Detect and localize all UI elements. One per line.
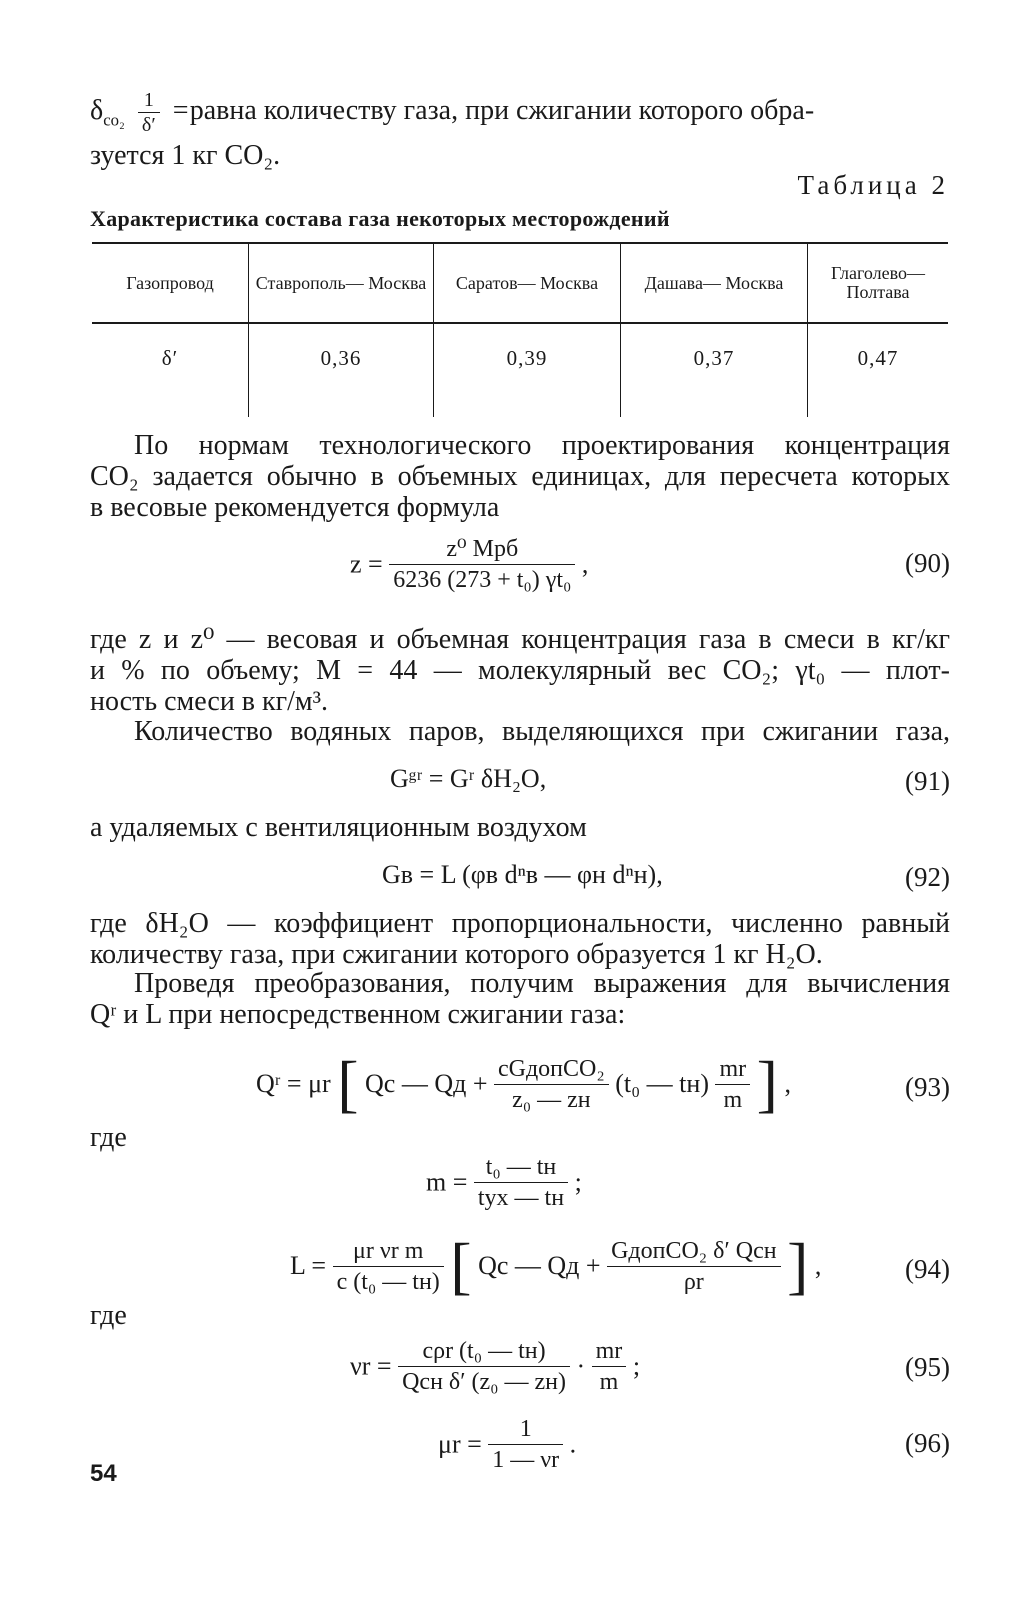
eq-tail: , xyxy=(814,1251,822,1280)
table-row xyxy=(92,323,948,417)
eq-numerator: t₀ — tн xyxy=(474,1152,568,1183)
equation-number: (92) xyxy=(905,862,950,892)
eq-numerator: cρr (t₀ — tн) xyxy=(398,1336,570,1367)
eq-denominator: tух — tн xyxy=(477,1185,565,1211)
eq-numerator: z⁰ Mpб xyxy=(389,534,575,565)
eq-term: (t₀ — tн) xyxy=(615,1069,709,1098)
eq-numerator: mr xyxy=(592,1336,627,1367)
eq-tail: , xyxy=(784,1069,791,1098)
eq-fraction xyxy=(715,1054,750,1115)
equation-number: (91) xyxy=(905,766,950,796)
eq-denominator: z₀ — zн xyxy=(512,1086,591,1113)
eq-term: Qс — Qд + xyxy=(478,1251,601,1280)
eq-denominator: 6236 (273 + t₀) γt₀ xyxy=(393,567,572,593)
equation-94 xyxy=(90,1230,950,1310)
equation-96 xyxy=(90,1414,950,1480)
table-label: Таблица 2 xyxy=(797,170,949,200)
eq-denominator: Qсн δ′ (z₀ — zн) xyxy=(402,1369,566,1395)
eq-numerator: μr νr m xyxy=(333,1236,444,1267)
table-cell: 0,39 xyxy=(434,323,621,417)
text-line: Количество водяных паров, выделяющихся при сжигании газа, xyxy=(134,716,950,747)
page-number: 54 xyxy=(90,1460,117,1487)
eq-numerator: 1 xyxy=(488,1414,563,1445)
equation-number: (90) xyxy=(905,548,950,578)
intro-text-1: равна количеству газа, при сжигании которого обра- xyxy=(189,94,815,126)
eq-tail: , xyxy=(581,549,589,579)
eq-numerator: cGдопCO₂ xyxy=(494,1054,609,1085)
eq-lhs: z = xyxy=(350,549,383,579)
table-header: Дашава— Москва xyxy=(621,243,808,323)
right-bracket: ] xyxy=(787,1230,809,1301)
text-line: количеству газа, при сжигании которого образуется 1 кг H₂O. xyxy=(90,939,823,970)
eq-lhs: Qʳ = μr xyxy=(256,1069,331,1098)
delta-fraction: $\frac{1}{\delta'}$ xyxy=(138,88,160,137)
intro-line-2: зуется 1 кг CO₂. xyxy=(90,140,281,171)
eq-fraction xyxy=(333,1236,444,1297)
eq-fraction xyxy=(474,1152,568,1213)
equation-number: (94) xyxy=(905,1254,950,1284)
equation-number: (96) xyxy=(905,1428,950,1458)
table-header: Саратов— Москва xyxy=(434,243,621,323)
paragraph xyxy=(90,812,950,843)
eq-fraction xyxy=(607,1236,780,1297)
eq-fraction xyxy=(494,1054,609,1115)
eq-lhs: m = xyxy=(426,1167,468,1197)
text-line: где δH₂O — коэффициент пропорциональности, численно равный xyxy=(90,908,950,939)
eq-body: Gᵍʳ = Gʳ δH₂O, xyxy=(390,764,547,793)
table-header: Газопровод xyxy=(92,243,249,323)
eq-fraction xyxy=(488,1414,563,1475)
eq-dot: · xyxy=(576,1351,586,1381)
eq-body: Gв = L (φв dⁿв — φн dⁿн), xyxy=(382,860,663,889)
table-cell: 0,36 xyxy=(249,323,434,417)
text-line: По нормам технологического проектирования концентрация xyxy=(134,430,950,461)
text-line: CO₂ задается обычно в объемных единицах, для пересчета которых xyxy=(90,461,950,492)
paragraph xyxy=(90,908,950,970)
equation-number: (95) xyxy=(905,1352,950,1382)
eq-tail: ; xyxy=(574,1167,582,1197)
eq-numerator: GдопCO₂ δ′ Qсн xyxy=(607,1236,780,1267)
eq-lhs: L = xyxy=(290,1251,327,1280)
left-bracket: [ xyxy=(337,1048,359,1119)
table-title: Характеристика состава газа некоторых месторождений xyxy=(90,206,670,231)
text-line: в весовые рекомендуется формула xyxy=(90,492,500,523)
eq-tail: ; xyxy=(632,1351,641,1381)
eq-term: Qс — Qд + xyxy=(365,1069,488,1098)
gas-composition-table xyxy=(92,242,948,417)
equation-93 xyxy=(90,1048,950,1128)
eq-lhs: μr = xyxy=(438,1429,482,1459)
eq-denominator: c (t₀ — tн) xyxy=(336,1268,440,1295)
eq-numerator: mr xyxy=(715,1054,750,1085)
where-label: где xyxy=(90,1300,127,1331)
text-line: и % по объему; M = 44 — молекулярный вес CO₂; γt₀ — плот- xyxy=(90,655,950,686)
table-header: Ставрополь— Москва xyxy=(249,243,434,323)
equation-92 xyxy=(90,856,950,906)
eq-tail: . xyxy=(569,1429,577,1459)
eq-fraction xyxy=(398,1336,570,1397)
eq-fraction xyxy=(389,534,575,595)
right-bracket: ] xyxy=(756,1048,778,1119)
equation-number: (93) xyxy=(905,1072,950,1102)
table-header: Глаголево— Полтава xyxy=(808,243,949,323)
text-line: Проведя преобразования, получим выражения для вычисления xyxy=(134,968,950,999)
left-bracket: [ xyxy=(450,1230,472,1301)
where-label: где xyxy=(90,1122,127,1153)
paragraph xyxy=(90,430,950,523)
table-row-label: δ′ xyxy=(92,323,249,417)
table-cell: 0,37 xyxy=(621,323,808,417)
table-cell: 0,47 xyxy=(857,346,899,370)
eq-denominator: m xyxy=(599,1369,619,1395)
equation-90 xyxy=(90,534,950,598)
table-header-row xyxy=(92,243,948,323)
intro-line-1: $\delta_{co_2}$ $\frac{1}{\delta'}$ = равна количеству газа, при сжигании которого обра- xyxy=(90,89,815,136)
equation-95 xyxy=(90,1336,950,1406)
eq-fraction xyxy=(592,1336,627,1397)
equation-m xyxy=(90,1152,950,1216)
eq-denominator: m xyxy=(723,1086,743,1113)
paragraph xyxy=(90,968,950,1030)
paragraph xyxy=(90,624,950,717)
text-line: а удаляемых с вентиляционным воздухом xyxy=(90,812,587,843)
eq-denominator: 1 — νr xyxy=(492,1447,560,1473)
text-line: где z и z⁰ — весовая и объемная концентрация газа в смеси в кг/кг xyxy=(90,624,950,655)
paragraph xyxy=(90,716,950,747)
equation-91 xyxy=(90,762,950,812)
text-line: Qʳ и L при непосредственном сжигании газа: xyxy=(90,999,626,1030)
eq-denominator: ρr xyxy=(683,1268,704,1295)
eq-lhs: νr = xyxy=(350,1351,392,1381)
text-line: ность смеси в кг/м³. xyxy=(90,686,328,717)
